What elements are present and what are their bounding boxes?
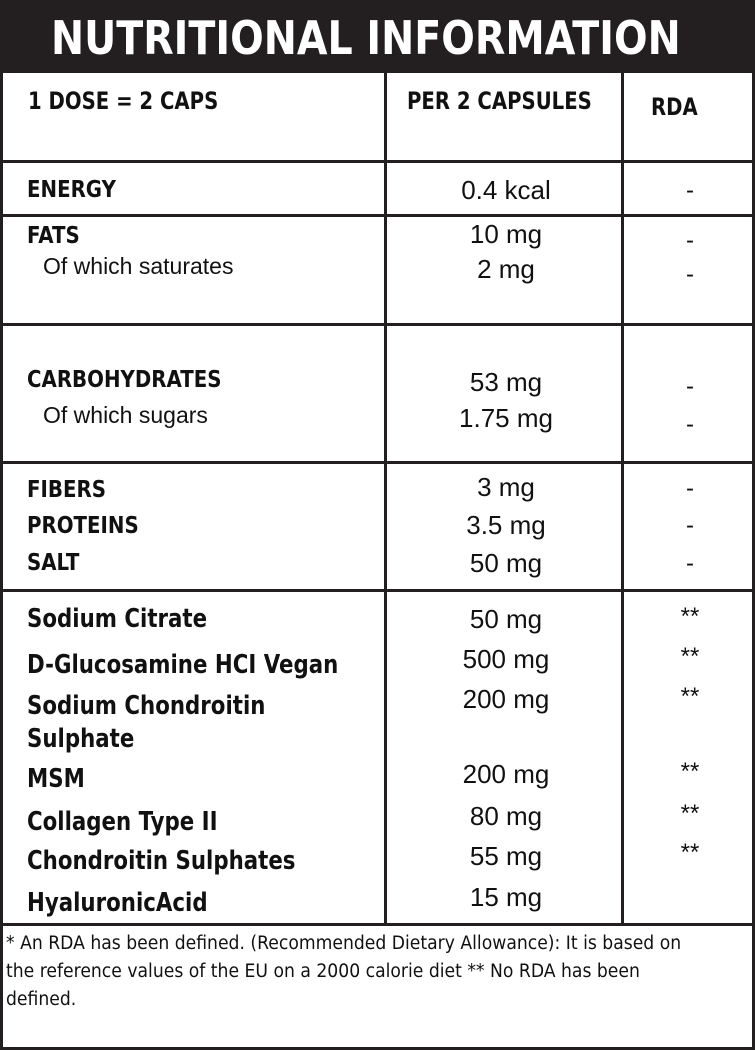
ingredient-value: 200 mg [462, 759, 550, 789]
energy-value: 0.4 kcal [461, 175, 551, 205]
divider [3, 461, 752, 464]
fats-value: 10 mg [469, 219, 543, 249]
divider [3, 323, 752, 326]
fibers-rda: - [686, 475, 694, 502]
fibers-label: FIBERS [27, 477, 106, 503]
footnote-line: * An RDA has been defined. (Recommended Dietary Allowance): It is based on [6, 933, 682, 954]
ingredient-rda: ** [680, 758, 700, 785]
salt-value: 50 mg [469, 548, 543, 578]
ingredient-label: Collagen Type II [27, 807, 218, 837]
ingredient-label: Sodium Chondroitin [27, 691, 266, 721]
title-bar [3, 3, 752, 73]
sugars-value: 1.75 mg [459, 403, 553, 433]
ingredient-label: Chondroitin Sulphates [27, 846, 296, 876]
fibers-value: 3 mg [477, 472, 535, 502]
ingredient-rda: ** [680, 683, 700, 710]
sugars-label: Of which sugars [43, 402, 208, 428]
saturates-label: Of which saturates [43, 253, 234, 279]
energy-label: ENERGY [27, 177, 116, 203]
carbohydrates-value: 53 mg [469, 367, 543, 397]
ingredient-value: 50 mg [469, 604, 543, 634]
sugars-rda: - [686, 411, 694, 438]
ingredient-label-line2: Sulphate [27, 724, 135, 754]
divider [3, 923, 752, 926]
ingredient-rda: ** [680, 800, 700, 827]
carbohydrates-label: CARBOHYDRATES [27, 367, 222, 393]
fats-rda: - [686, 227, 694, 254]
energy-rda: - [686, 177, 694, 204]
ingredient-label: HyaluronicAcid [27, 888, 208, 918]
proteins-label: PROTEINS [27, 513, 139, 539]
divider [3, 214, 752, 217]
ingredient-label: D-Glucosamine HCI Vegan [27, 650, 339, 680]
header-dose: 1 DOSE = 2 CAPS [28, 87, 219, 115]
proteins-value: 3.5 mg [466, 510, 546, 540]
ingredient-value: 500 mg [462, 644, 550, 674]
header-per: PER 2 CAPSULES [407, 87, 592, 115]
saturates-value: 2 mg [477, 254, 535, 284]
header-rda: RDA [651, 93, 698, 121]
ingredient-label: Sodium Citrate [27, 604, 208, 634]
ingredient-rda: ** [680, 603, 700, 630]
saturates-rda: - [686, 261, 694, 288]
ingredient-rda: ** [680, 839, 700, 866]
ingredient-value: 55 mg [469, 841, 543, 871]
footnote-line: defined. [6, 989, 77, 1010]
fats-label: FATS [27, 223, 80, 249]
footnote-line: the reference values of the EU on a 2000 calorie diet ** No RDA has been [6, 961, 640, 982]
page-title: NUTRITIONAL INFORMATION [51, 11, 681, 65]
divider [3, 160, 752, 163]
divider [3, 589, 752, 592]
ingredient-value: 80 mg [469, 801, 543, 831]
footnote [6, 930, 746, 1014]
ingredient-rda: ** [680, 643, 700, 670]
carbohydrates-rda: - [686, 373, 694, 400]
salt-label: SALT [27, 550, 80, 576]
ingredient-label: MSM [27, 764, 85, 794]
column-divider [384, 73, 387, 926]
proteins-rda: - [686, 512, 694, 539]
salt-rda: - [686, 550, 694, 577]
ingredient-value: 200 mg [462, 684, 550, 714]
ingredient-value: 15 mg [469, 882, 543, 912]
